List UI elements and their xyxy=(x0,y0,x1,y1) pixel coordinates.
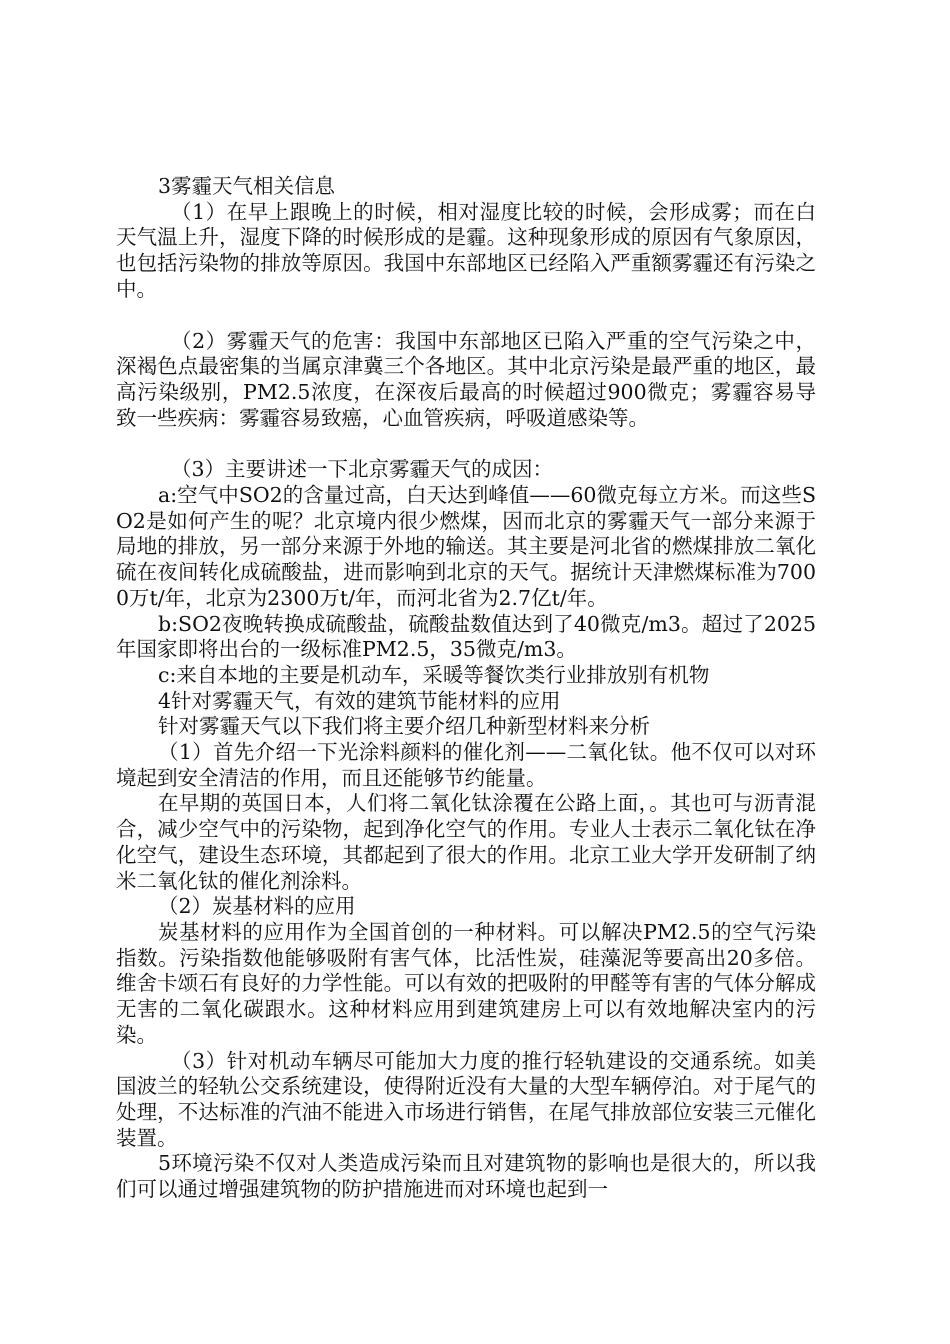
paragraph-beijing-causes-intro: （3）主要讲述一下北京雾霾天气的成因： xyxy=(171,457,554,482)
paragraph-light-rail: （3）针对机动车辆尽可能加大力度的推行轻轨建设的交通系统。如美国波兰的轻轨公交系统建设，使得附近没有大量的大型车辆停泊。对于尾气的处理，不达标准的汽油不能进入市场进行销售，在尾气排放部位安装三元催化装置。 xyxy=(116,1048,816,1150)
blank-line xyxy=(116,431,816,457)
section-heading-5: 5环境污染不仅对人类造成污染而且对建筑物的影响也是很大的，所以我们可以通过增强建筑物的防护措施进而对环境也起到一 xyxy=(116,1151,816,1202)
blank-line xyxy=(116,303,816,329)
paragraph-cause-c: c:来自本地的主要是机动车，采暖等餐饮类行业排放别有机物 xyxy=(158,662,710,687)
paragraph-fog-formation: （1）在早上跟晚上的时候，相对湿度比较的时候，会形成雾；而在白天气温上升，湿度下降的时候形成的是霾。这种现象形成的原因有气象原因，也包括污染物的排放等原因。我国中东部地区已经陷入严重额雾霾还有污染之中。 xyxy=(116,199,816,301)
paragraph-cause-a: a:空气中SO2的含量过高，白天达到峰值——60微克每立方米。而这些SO2是如何产生的呢？北京境内很少燃煤，因而北京的雾霾天气一部分来源于局地的排放，另一部分来源于外地的输送。其主要是河北省的燃煤排放二氧化硫在夜间转化成硫酸盐，进而影响到北京的天气。据统计天津燃煤标准为7000万t/年，北京为2300万t/年，而河北省为2.7亿t/年。 xyxy=(116,483,816,610)
paragraph-titanium-usage: 在早期的英国日本，人们将二氧化钛涂覆在公路上面，。其也可与沥青混合，减少空气中的污染物，起到净化空气的作用。专业人士表示二氧化钛在净化空气，建设生态环境，其都起到了很大的作用。北京工业大学开发研制了纳米二氧化钛的催化剂涂料。 xyxy=(116,791,816,893)
paragraph-cause-b: b:SO2夜晚转换成硫酸盐，硫酸盐数值达到了40微克/m3。超过了2025年国家即将出台的一级标准PM2.5，35微克/m3。 xyxy=(116,611,816,662)
paragraph-haze-hazards: （2）雾霾天气的危害：我国中东部地区已陷入严重的空气污染之中，深褐色点最密集的当属京津冀三个各地区。其中北京污染是最严重的地区，最高污染级别，PM2.5浓度，在深夜后最高的时候超过900微克；雾霾容易导致一些疾病：雾霾容易致癌，心血管疾病，呼吸道感染等。 xyxy=(116,328,816,430)
section-heading-3: 3雾霾天气相关信息 xyxy=(158,174,336,198)
document-body xyxy=(116,174,816,1203)
section-heading-4: 4针对雾霾天气，有效的建筑节能材料的应用 xyxy=(158,688,561,713)
paragraph-carbon-materials: 炭基材料的应用作为全国首创的一种材料。可以解决PM2.5的空气污染指数。污染指数他能够吸附有害气体，比活性炭，硅藻泥等要高出20多倍。维舍卡颂石有良好的力学性能。可以有效的把吸附的甲醛等有害的气体分解成无害的二氧化碳跟水。这种材料应用到建筑建房上可以有效地解决室内的污染。 xyxy=(116,919,816,1047)
subheading-carbon-materials: （2）炭基材料的应用 xyxy=(158,894,356,919)
paragraph-titanium-dioxide: （1）首先介绍一下光涂料颜料的催化剂——二氧化钛。他不仅可以对环境起到安全清洁的作用，而且还能够节约能量。 xyxy=(116,740,816,790)
paragraph-materials-intro: 针对雾霾天气以下我们将主要介绍几种新型材料来分析 xyxy=(158,714,650,739)
